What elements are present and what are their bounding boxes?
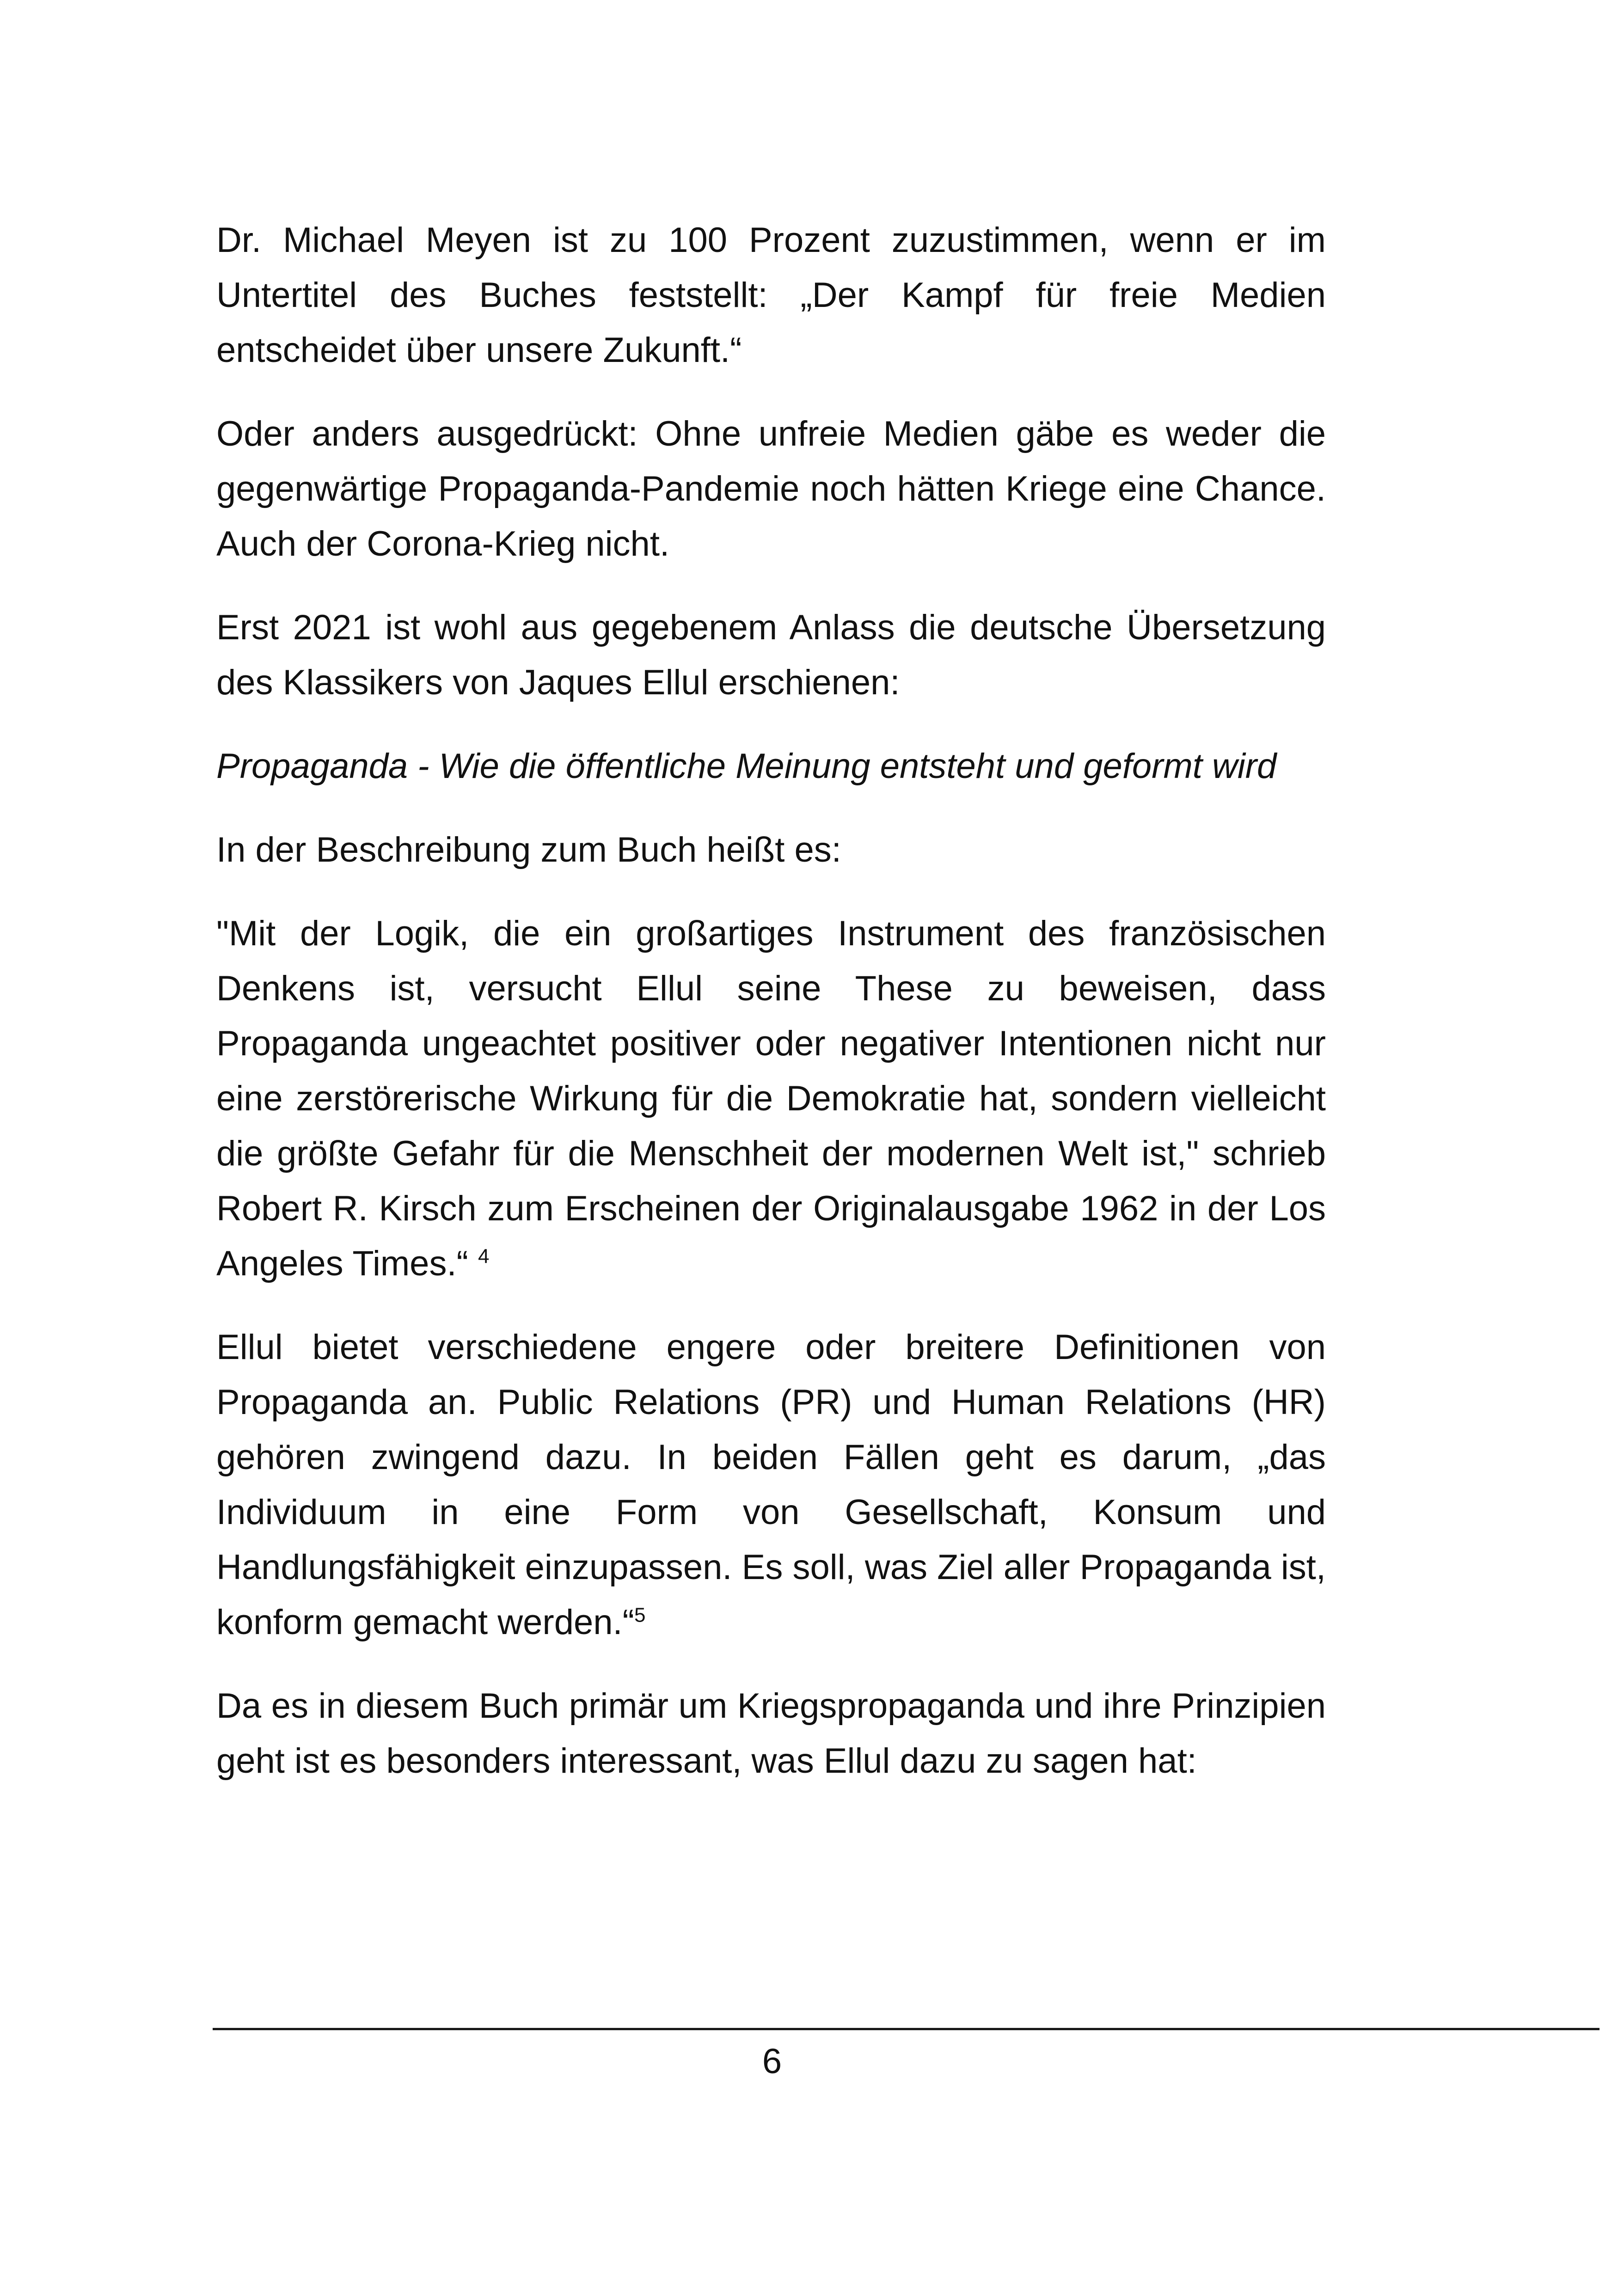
page-number: 6: [762, 2042, 782, 2081]
paragraph-text: Erst 2021 ist wohl aus gegebenem Anlass die deutsche Übersetzung des Klassikers von Jaques Ellul erschienen:: [216, 608, 1326, 702]
paragraph-text: Ellul bietet verschiedene engere oder breitere Definitionen von Propaganda an. Public Relations (PR) und Human Relations (HR) gehören zwingend dazu. In beiden Fällen geht es darum, „das Individuum in eine Form von Gesellschaft, Konsum und Handlungsfähigkeit einzupassen. Es soll, was Ziel aller Propaganda ist, konform gemacht werden.“: [216, 1328, 1326, 1642]
paragraph-uebersetzung: [216, 600, 1326, 710]
paragraph-text: Propaganda - Wie die öffentliche Meinung entsteht und geformt wird: [216, 747, 1277, 786]
paragraph-text: In der Beschreibung zum Buch heißt es:: [216, 830, 841, 869]
book-title: [216, 739, 1326, 794]
footer-divider: [213, 2028, 1600, 2030]
paragraph-beschreibung: [216, 822, 1326, 877]
paragraph-meyen: [216, 213, 1326, 378]
paragraph-text: Dr. Michael Meyen ist zu 100 Prozent zuzustimmen, wenn er im Untertitel des Buches feststellt: „Der Kampf für freie Medien entscheidet über unsere Zukunft.“: [216, 220, 1326, 370]
paragraph-text: Oder anders ausgedrückt: Ohne unfreie Medien gäbe es weder die gegenwärtige Propaganda-Pandemie noch hätten Kriege eine Chance. Auch der Corona-Krieg nicht.: [216, 414, 1326, 563]
paragraph-quote-kirsch: [216, 906, 1326, 1291]
paragraph-text: Da es in diesem Buch primär um Kriegspropaganda und ihre Prinzipien geht ist es besonders interessant, was Ellul dazu zu sagen hat:: [216, 1686, 1326, 1781]
footnote-reference[interactable]: 5: [634, 1604, 646, 1627]
paragraph-ellul-definitionen: [216, 1320, 1326, 1650]
body-text: [216, 213, 1326, 1817]
paragraph-text: "Mit der Logik, die ein großartiges Instrument des französischen Denkens ist, versucht Ellul seine These zu beweisen, dass Propaganda ungeachtet positiver oder negativer Intentionen nicht nur eine zerstörerische Wirkung für die Demokratie hat, sondern vielleicht die größte Gefahr für die Menschheit der modernen Welt ist," schrieb Robert R. Kirsch zum Erscheinen der Originalausgabe 1962 in der Los Angeles Times.“: [216, 914, 1326, 1283]
paragraph-kriegspropaganda: [216, 1678, 1326, 1788]
paragraph-unfreie-medien: [216, 406, 1326, 571]
footnote-reference[interactable]: 4: [478, 1245, 490, 1268]
